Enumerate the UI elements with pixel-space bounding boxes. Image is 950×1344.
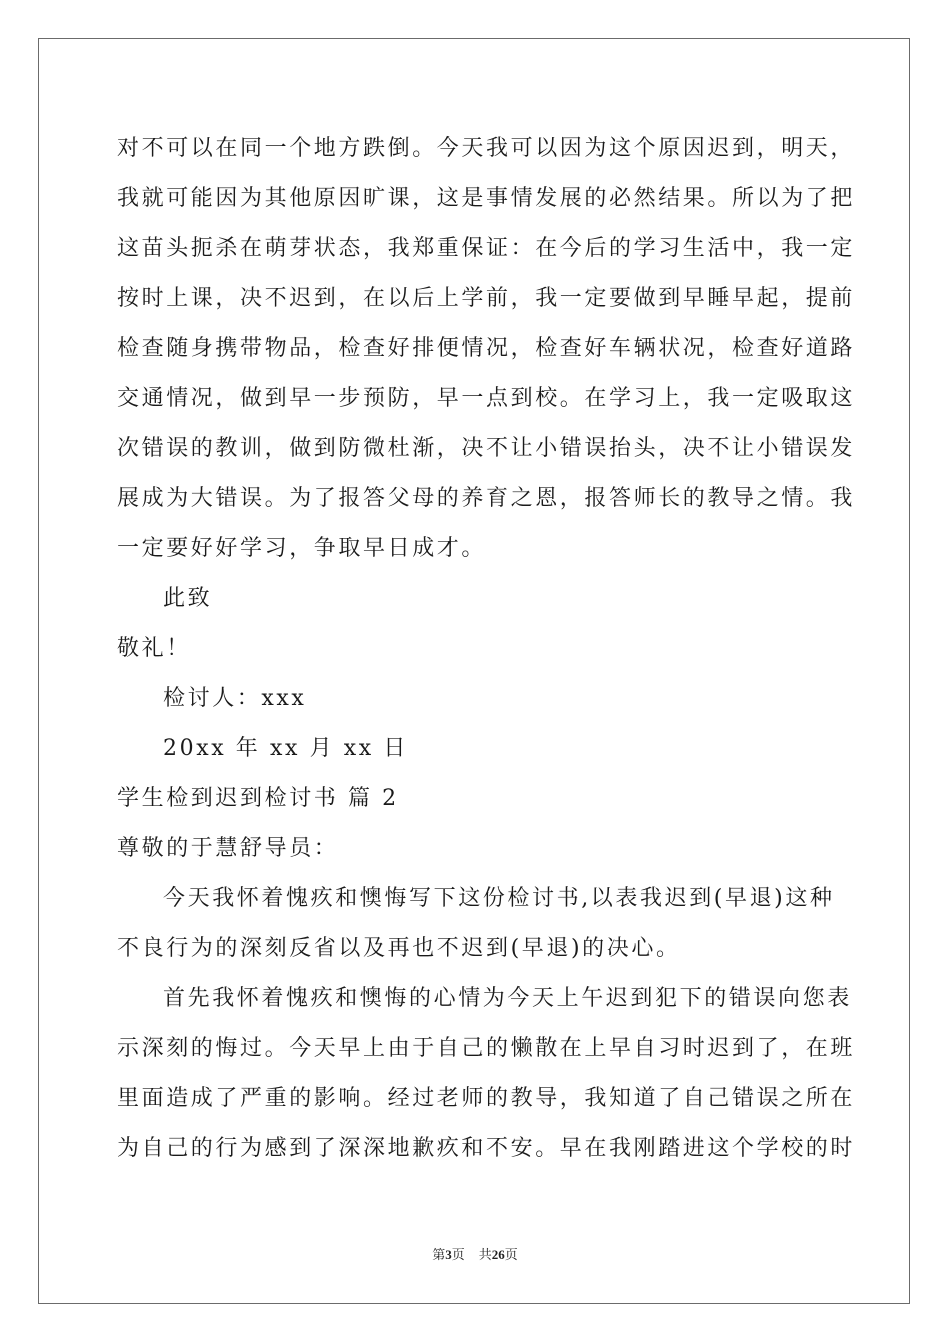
page-footer (0, 1246, 950, 1264)
page-number: 3 (445, 1247, 452, 1262)
paragraph-1-line-6: 交通情况，做到早一步预防，早一点到校。在学习上，我一定吸取这 (117, 386, 856, 411)
paragraph-1-line-8: 展成为大错误。为了报答父母的养育之恩，报答师长的教导之情。我 (117, 486, 856, 511)
salute: 敬礼！ (117, 636, 191, 661)
paragraph-1-line-4: 按时上课，决不迟到，在以后上学前，我一定要做到早睡早起，提前 (117, 286, 856, 311)
paragraph-1-line-9: 一定要好好学习，争取早日成才。 (117, 536, 487, 561)
closing: 此致 (163, 586, 213, 611)
total-prefix: 共 (478, 1247, 492, 1262)
paragraph-2-line-2: 不良行为的深刻反省以及再也不迟到(早退)的决心。 (117, 936, 681, 961)
paragraph-1-line-1: 对不可以在同一个地方跌倒。今天我可以因为这个原因迟到，明天， (117, 136, 856, 161)
page-suffix: 页 (451, 1247, 465, 1262)
total-suffix: 页 (504, 1247, 518, 1262)
paragraph-2-line-1: 今天我怀着愧疚和懊悔写下这份检讨书,以表我迟到(早退)这种 (163, 886, 835, 911)
greeting: 尊敬的于慧舒导员： (117, 836, 339, 861)
total-pages: 26 (491, 1247, 505, 1262)
paragraph-3-line-2: 示深刻的悔过。今天早上由于自己的懒散在上早自习时迟到了，在班 (117, 1036, 856, 1061)
signer: 检讨人：xxx (163, 686, 307, 711)
date: 20xx 年 xx 月 xx 日 (163, 736, 409, 761)
paragraph-1-line-5: 检查随身携带物品，检查好排便情况，检查好车辆状况，检查好道路 (117, 336, 856, 361)
paragraph-1-line-7: 次错误的教训，做到防微杜渐，决不让小错误抬头，决不让小错误发 (117, 436, 856, 461)
section-title: 学生检到迟到检讨书 篇 2 (117, 786, 399, 811)
paragraph-1-line-3: 这苗头扼杀在萌芽状态，我郑重保证：在今后的学习生活中，我一定 (117, 236, 856, 261)
paragraph-3-line-3: 里面造成了严重的影响。经过老师的教导，我知道了自己错误之所在 (117, 1086, 856, 1111)
paragraph-3-line-1: 首先我怀着愧疚和懊悔的心情为今天上午迟到犯下的错误向您表 (163, 986, 852, 1011)
paragraph-1-line-2: 我就可能因为其他原因旷课，这是事情发展的必然结果。所以为了把 (117, 186, 856, 211)
page-prefix: 第 (432, 1247, 446, 1262)
paragraph-3-line-4: 为自己的行为感到了深深地歉疚和不安。早在我刚踏进这个学校的时 (117, 1136, 856, 1161)
page-border (38, 38, 910, 1304)
